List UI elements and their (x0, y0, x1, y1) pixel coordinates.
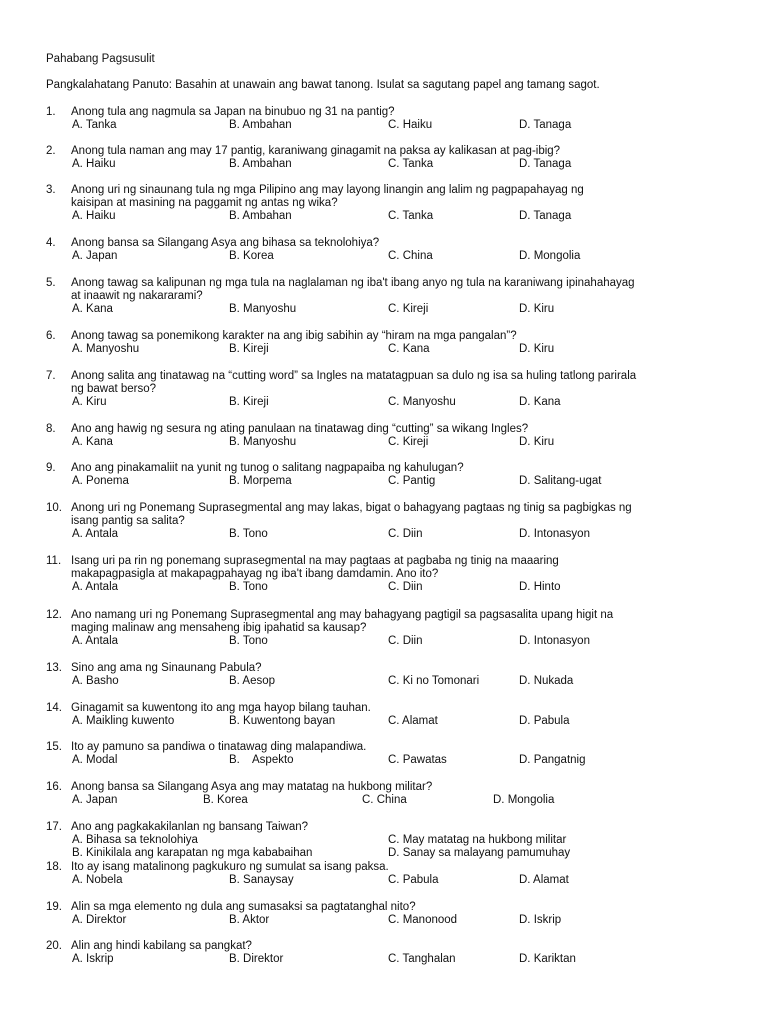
question-stem-line: Anong salita ang tinatawag na “cutting word” sa Ingles na matatagpuan sa dulo ng isa sa huling tatlong parirala (71, 370, 637, 382)
answer-choice: A. Haiku (72, 210, 116, 222)
answer-choice: B. Kireji (229, 396, 269, 408)
question-stem (71, 901, 731, 914)
answer-choice: B. Aesop (229, 675, 276, 687)
answer-choice: C. Pabula (388, 874, 439, 886)
answer-choice: B. Direktor (229, 953, 284, 965)
question-number: 4. (46, 237, 56, 249)
answer-choice: C. Diin (388, 635, 423, 647)
answer-choice: B. Ambahan (229, 119, 292, 131)
answer-choice: B. Tono (229, 581, 268, 593)
answer-choice: C. Pawatas (388, 754, 447, 766)
answer-choice: D. Intonasyon (519, 635, 590, 647)
question-number: 16. (46, 781, 62, 793)
answer-choice: D. Mongolia (519, 250, 581, 262)
question-number: 15. (46, 741, 62, 753)
question-number: 8. (46, 423, 56, 435)
answer-choice: A. Kana (72, 436, 113, 448)
answer-choice: A. Iskrip (72, 953, 114, 965)
question-stem-line: Anong tula naman ang may 17 pantig, karaniwang ginagamit na paksa ay kalikasan at pag-ibig? (71, 145, 561, 157)
question-number: 19. (46, 901, 62, 913)
question-number: 1. (46, 106, 56, 118)
question-stem (71, 662, 731, 675)
question-stem-line: makapagpasigla at makapagpahayag ng iba't ibang damdamin. Ano ito? (71, 568, 439, 580)
question-stem (71, 781, 731, 794)
answer-choice: C. Kana (388, 343, 430, 355)
answer-choice: B. Ambahan (229, 158, 292, 170)
answer-choice: C. Haiku (388, 119, 433, 131)
answer-choice: D. Tanaga (519, 210, 572, 222)
answer-choice: D. Intonasyon (519, 528, 590, 540)
answer-choice: B. Manyoshu (229, 303, 297, 315)
question-stem (71, 423, 731, 436)
answer-choice: D. Pangatnig (519, 754, 586, 766)
question-stem (71, 821, 731, 834)
answer-choice: D. Pabula (519, 715, 570, 727)
question-stem-line: Anong bansa sa Silangang Asya ang may matatag na hukbong militar? (71, 781, 433, 793)
answer-choice: A. Bihasa sa teknolohiya (72, 834, 198, 846)
answer-choice: D. Tanaga (519, 119, 572, 131)
question-stem (71, 462, 731, 475)
question-stem-line: Ano namang uri ng Ponemang Suprasegmental ang may bahagyang pagtigil sa pagsasalita upang higit na (71, 609, 614, 621)
question-number: 6. (46, 330, 56, 342)
question-stem (71, 940, 731, 953)
answer-choice: A. Direktor (72, 914, 127, 926)
question-number: 12. (46, 609, 62, 621)
answer-choice: C. China (388, 250, 433, 262)
question-stem-line: Ano ang pagkakakilanlan ng bansang Taiwan? (71, 821, 309, 833)
answer-choice: C. Diin (388, 581, 423, 593)
answer-choice: A. Nobela (72, 874, 123, 886)
answer-choice: C. Kireji (388, 303, 429, 315)
answer-choice: C. Tanghalan (388, 953, 456, 965)
answer-choice: D. Kiru (519, 436, 555, 448)
answer-choice: B. Korea (203, 794, 248, 806)
question-stem (71, 330, 731, 343)
question-stem (71, 502, 731, 528)
question-stem-line: Anong tawag sa ponemikong karakter na ang ibig sabihin ay “hiram na mga pangalan”? (71, 330, 517, 342)
answer-choice: C. Tanka (388, 210, 434, 222)
question-stem (71, 609, 731, 635)
question-stem-line: Ito ay isang matalinong pagkukuro ng sumulat sa isang paksa. (71, 861, 389, 873)
answer-choice: B. Aktor (229, 914, 270, 926)
question-number: 17. (46, 821, 62, 833)
answer-choice: C. May matatag na hukbong militar (388, 834, 567, 846)
answer-choice: B. Aspekto (229, 754, 294, 766)
answer-choice: D. Tanaga (519, 158, 572, 170)
answer-choice: A. Modal (72, 754, 118, 766)
question-stem-line: maging malinaw ang mensaheng ibig ipahatid sa kausap? (71, 622, 367, 634)
answer-choice: D. Kariktan (519, 953, 576, 965)
question-stem (71, 106, 731, 119)
answer-choice: A. Basho (72, 675, 119, 687)
answer-choice: B. Tono (229, 528, 268, 540)
answer-choice: A. Antala (72, 528, 119, 540)
answer-choice: D. Iskrip (519, 914, 562, 926)
question-stem (71, 237, 731, 250)
question-stem-line: at inaawit ng nakararami? (71, 290, 203, 302)
question-number: 3. (46, 184, 56, 196)
answer-choice: A. Ponema (72, 475, 129, 487)
answer-choice: C. China (362, 794, 407, 806)
answer-choice: C. Diin (388, 528, 423, 540)
question-number: 7. (46, 370, 56, 382)
question-stem-line: Isang uri pa rin ng ponemang suprasegmental na may pagtaas at pagbaba ng tinig na maaaring (71, 555, 559, 567)
answer-choice: C. Pantig (388, 475, 436, 487)
answer-choice: C. Manonood (388, 914, 458, 926)
answer-choice: C. Alamat (388, 715, 438, 727)
question-number: 9. (46, 462, 56, 474)
answer-choice: A. Tanka (72, 119, 117, 131)
answer-choice: D. Kiru (519, 343, 555, 355)
question-stem (71, 702, 731, 715)
question-stem-line: Ito ay pamuno sa pandiwa o tinatawag ding malapandiwa. (71, 741, 367, 753)
question-stem (71, 184, 731, 210)
question-stem-line: Anong uri ng sinaunang tula ng mga Pilipino ang may layong linangin ang lalim ng pagpapahayag ng (71, 184, 584, 196)
general-instructions: Pangkalahatang Panuto: Basahin at unawain ang bawat tanong. Isulat sa sagutang papel ang tamang sagot. (46, 79, 600, 91)
answer-choice: C. Manyoshu (388, 396, 456, 408)
answer-choice: D. Kiru (519, 303, 555, 315)
question-stem-line: Anong tula ang nagmula sa Japan na binubuo ng 31 na pantig? (71, 106, 395, 118)
answer-choice: B. Kuwentong bayan (229, 715, 336, 727)
answer-choice: B. Korea (229, 250, 274, 262)
answer-choice: A. Haiku (72, 158, 116, 170)
question-number: 14. (46, 702, 62, 714)
answer-choice: C. Tanka (388, 158, 434, 170)
question-stem-line: Ano ang hawig ng sesura ng ating panulaan na tinatawag ding “cutting” sa wikang Ingles? (71, 423, 529, 435)
answer-choice: B. Kinikilala ang karapatan ng mga kababaihan (72, 847, 313, 859)
answer-choice: B. Ambahan (229, 210, 292, 222)
question-stem (71, 370, 731, 396)
answer-choice: B. Morpema (229, 475, 292, 487)
question-number: 11. (46, 555, 62, 567)
answer-choice: C. Ki no Tomonari (388, 675, 480, 687)
answer-choice: D. Nukada (519, 675, 574, 687)
question-stem-line: Anong bansa sa Silangang Asya ang bihasa sa teknolohiya? (71, 237, 380, 249)
answer-choice: A. Japan (72, 250, 118, 262)
question-stem-line: Anong uri ng Ponemang Suprasegmental ang may lakas, bigat o bahagyang pagtaas ng tinig sa pagbigkas ng (71, 502, 632, 514)
question-stem-line: Sino ang ama ng Sinaunang Pabula? (71, 662, 262, 674)
answer-choice: B. Tono (229, 635, 268, 647)
answer-choice: A. Antala (72, 581, 119, 593)
answer-choice: D. Salitang-ugat (519, 475, 602, 487)
question-number: 18. (46, 861, 62, 873)
question-stem (71, 145, 731, 158)
answer-choice: C. Kireji (388, 436, 429, 448)
question-stem (71, 277, 731, 303)
question-stem (71, 741, 731, 754)
answer-choice: A. Kana (72, 303, 113, 315)
answer-choice: A. Maikling kuwento (72, 715, 175, 727)
answer-choice: A. Manyoshu (72, 343, 140, 355)
question-stem-line: Ano ang pinakamaliit na yunit ng tunog o salitang nagpapaiba ng kahulugan? (71, 462, 464, 474)
question-stem (71, 555, 731, 581)
question-stem-line: Anong tawag sa kalipunan ng mga tula na naglalaman ng iba't ibang anyo ng tula na karaniwang ipinahahayag (71, 277, 635, 289)
question-stem (71, 861, 731, 874)
answer-choice: D. Kana (519, 396, 561, 408)
question-number: 20. (46, 940, 62, 952)
question-stem-line: isang pantig sa salita? (71, 515, 185, 527)
question-stem-line: ng bawat berso? (71, 383, 157, 395)
question-number: 2. (46, 145, 56, 157)
answer-choice: B. Sanaysay (229, 874, 294, 886)
question-stem-line: kaisipan at masining na paggamit ng antas ng wika? (71, 197, 338, 209)
question-stem-line: Alin sa mga elemento ng dula ang sumasaksi sa pagtatanghal nito? (71, 901, 416, 913)
question-number: 13. (46, 662, 62, 674)
answer-choice: D. Alamat (519, 874, 569, 886)
question-stem-line: Ginagamit sa kuwentong ito ang mga hayop bilang tauhan. (71, 702, 371, 714)
exam-title: Pahabang Pagsusulit (46, 53, 155, 65)
question-stem-line: Alin ang hindi kabilang sa pangkat? (71, 940, 252, 952)
answer-choice: A. Japan (72, 794, 118, 806)
answer-choice: D. Mongolia (493, 794, 555, 806)
answer-choice: A. Kiru (72, 396, 107, 408)
question-number: 10. (46, 502, 62, 514)
answer-choice: A. Antala (72, 635, 119, 647)
answer-choice: B. Kireji (229, 343, 269, 355)
question-number: 5. (46, 277, 56, 289)
answer-choice: B. Manyoshu (229, 436, 297, 448)
answer-choice: D. Hinto (519, 581, 561, 593)
answer-choice: D. Sanay sa malayang pamumuhay (388, 847, 571, 859)
